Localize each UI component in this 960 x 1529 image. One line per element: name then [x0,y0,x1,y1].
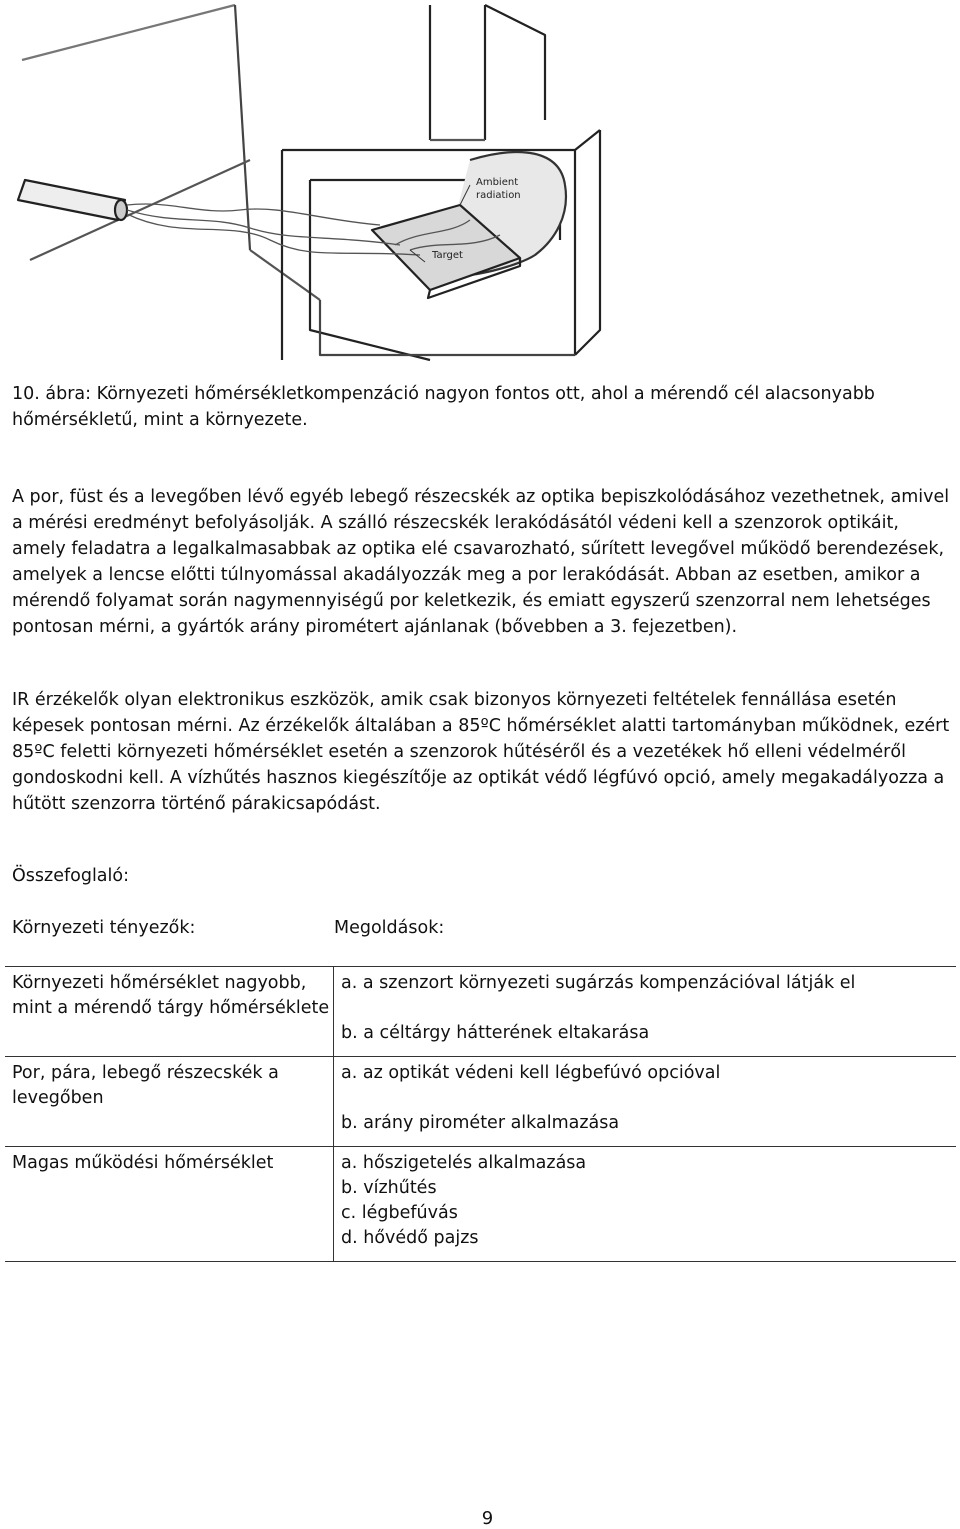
solution-item: a. az optikát védeni kell légbefúvó opcióval [341,1063,721,1083]
factor-cell: Környezeti hőmérséklet nagyobb, mint a mérendő tárgy hőmérséklete [5,967,334,1056]
paragraph-dust-text: A por, füst és a levegőben lévő egyéb lebegő részecskék az optika bepiszkolódásához vezethetnek, amivel a mérési eredményt befolyásolják. A szálló részecskék lerakódásától védeni kell a szenzorok optikáit, amely feladatra a legalkalmasabbak az optika elé csavarozható, sűrített levegővel működő berendezések, amelyek a lencse előtti túlnyomással akadályozzák meg a por lerakódását. Abban az esetben, amikor a mérendő folyamat során nagymennyiségű por keletkezik, és emiatt egyszerű szenzorral nem lehetséges pontosan mérni, a gyártók arány pirométert ajánlanak (bővebben a 3. fejezetben). [12,487,950,637]
column-header-factors: Környezeti tényezők: [12,918,196,938]
figure-caption [12,381,952,433]
solution-item: b. vízhűtés [341,1178,437,1198]
factor-cell: Magas működési hőmérséklet [5,1147,334,1261]
ambient-label-line2: radiation [476,190,521,201]
table-row [5,1146,956,1262]
paragraph-dust [12,484,952,640]
solutions-cell [334,1057,956,1146]
solution-item: b. a céltárgy hátterének eltakarása [341,1023,650,1043]
table-row [5,966,956,1056]
solution-item: a. hőszigetelés alkalmazása [341,1153,587,1173]
summary-title: Összefoglaló: [12,866,129,886]
caption-text: 10. ábra: Környezeti hőmérsékletkompenzáció nagyon fontos ott, ahol a mérendő cél alacsonyabb hőmérsékletű, mint a környezete. [12,384,875,430]
column-header-solutions: Megoldások: [334,918,445,938]
paragraph-ir-sensors [12,687,952,817]
solution-item: d. hővédő pajzs [341,1228,479,1248]
ambient-label-line1: Ambient [476,177,519,188]
paragraph-ir-sensors-text: IR érzékelők olyan elektronikus eszközök, amik csak bizonyos környezeti feltételek fennállása esetén képesek pontosan mérni. Az érzékelők általában a 85ºC hőmérséklet alatti tartományban működnek, ezért 85ºC feletti környezeti hőmérséklet esetén a szenzorok hűtéséről és a vezetékek hő elleni védelméről gondoskodni kell. A vízhűtés hasznos kiegészítője az optikát védő légfúvó opció, amely megakadályozza a hűtött szenzorra történő párakicsapódást. [12,690,950,814]
solution-item: c. légbefúvás [341,1203,458,1223]
summary-table [5,966,956,1262]
table-row [5,1056,956,1146]
solutions-cell [334,967,956,1056]
furnace-illustration [0,0,620,375]
factor-cell: Por, pára, lebegő részecskék a levegőben [5,1057,334,1146]
page-number: 9 [481,1508,494,1529]
solutions-cell [334,1147,956,1261]
solution-item: b. arány pirométer alkalmazása [341,1113,620,1133]
target-label: Target [432,250,463,261]
solution-item: a. a szenzort környezeti sugárzás kompenzációval látják el [341,973,856,993]
